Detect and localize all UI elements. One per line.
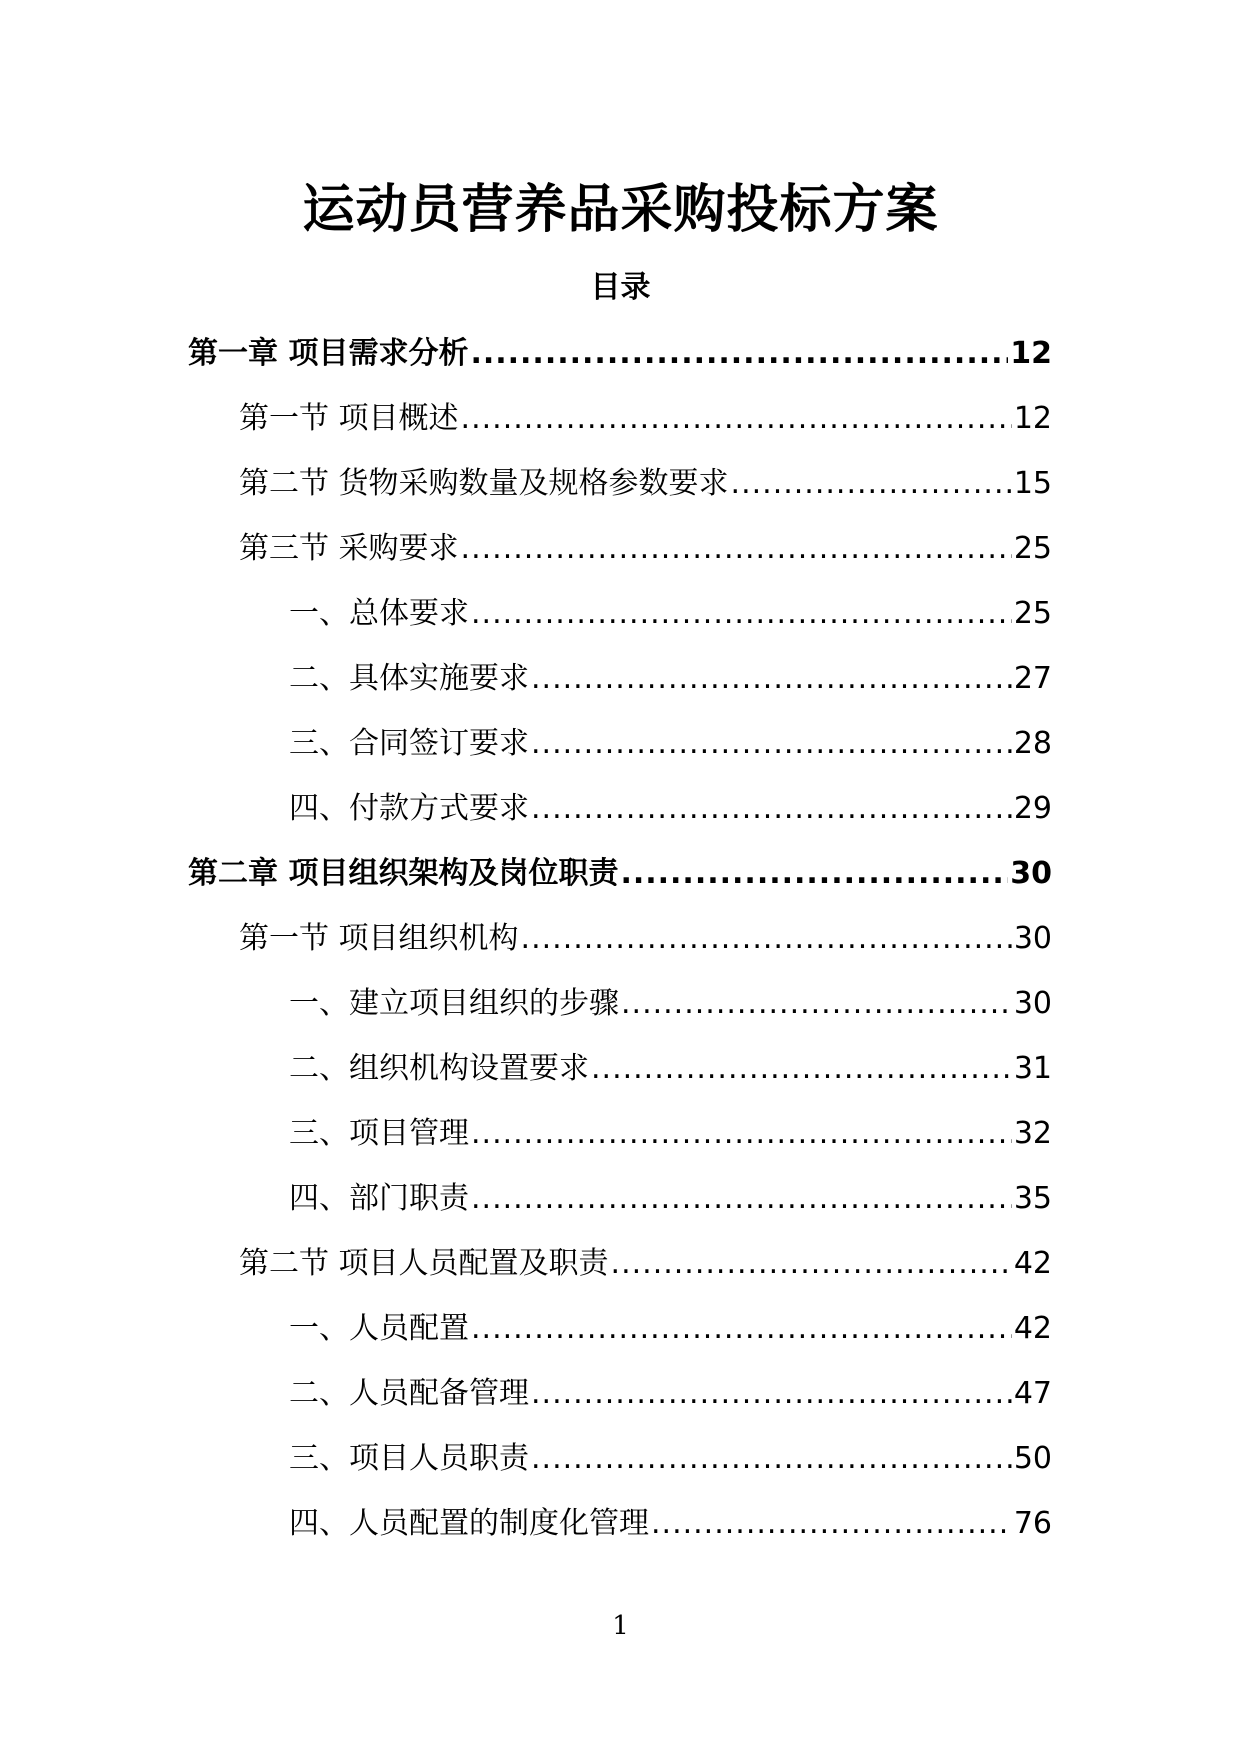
toc-entry-page: 32 — [1013, 1116, 1052, 1151]
toc-dot-leader — [531, 646, 1012, 711]
toc-entry-page: 35 — [1013, 1181, 1052, 1216]
toc-dot-leader — [591, 1036, 1012, 1101]
toc-entry-label: 一、总体要求 — [289, 596, 469, 631]
toc-dot-leader — [651, 1491, 1012, 1556]
toc-entry[interactable] — [0, 1166, 1052, 1231]
page-number: 1 — [612, 1611, 629, 1641]
toc-dot-leader — [461, 386, 1012, 451]
toc-entry-page: 12 — [1013, 401, 1052, 436]
toc-entry-label: 二、具体实施要求 — [289, 661, 529, 696]
toc-entry-page: 47 — [1013, 1376, 1052, 1411]
toc-entry[interactable] — [0, 1036, 1052, 1101]
toc-entry[interactable] — [0, 971, 1052, 1036]
toc-heading: 目录 — [590, 270, 651, 305]
toc-entry-label: 四、部门职责 — [289, 1181, 469, 1216]
toc-dot-leader — [461, 516, 1012, 581]
toc-entry[interactable] — [0, 516, 1052, 581]
document-title: 运动员营养品采购投标方案 — [302, 180, 939, 240]
toc-entry-page: 50 — [1013, 1441, 1052, 1476]
toc-entry-label: 二、组织机构设置要求 — [289, 1051, 589, 1086]
toc-entry-label: 第三节 采购要求 — [239, 531, 459, 566]
toc-entry-page: 30 — [1013, 921, 1052, 956]
toc-dot-leader — [611, 1231, 1012, 1296]
toc-entry[interactable] — [0, 1491, 1052, 1556]
toc-entry-label: 三、合同签订要求 — [289, 726, 529, 761]
toc-dot-leader — [531, 1426, 1012, 1491]
toc-entry[interactable] — [0, 1231, 1052, 1296]
toc-dot-leader — [531, 711, 1012, 776]
toc-entry-label: 二、人员配备管理 — [289, 1376, 529, 1411]
toc-entry[interactable] — [0, 1426, 1052, 1491]
toc-entry-page: 27 — [1013, 661, 1052, 696]
toc-entry-page: 31 — [1013, 1051, 1052, 1086]
table-of-contents — [0, 321, 1241, 1556]
toc-entry-page: 25 — [1013, 596, 1052, 631]
toc-entry[interactable] — [0, 1296, 1052, 1361]
toc-dot-leader — [531, 776, 1012, 841]
toc-entry[interactable] — [0, 841, 1052, 906]
toc-entry[interactable] — [0, 1101, 1052, 1166]
toc-entry[interactable] — [0, 321, 1052, 386]
toc-entry-label: 第二节 货物采购数量及规格参数要求 — [239, 466, 729, 501]
toc-entry-page: 76 — [1013, 1506, 1052, 1541]
toc-dot-leader — [731, 451, 1012, 516]
toc-entry-page: 15 — [1013, 466, 1052, 501]
toc-entry[interactable] — [0, 581, 1052, 646]
toc-dot-leader — [471, 1296, 1012, 1361]
toc-entry-label: 一、人员配置 — [289, 1311, 469, 1346]
toc-entry-page: 29 — [1013, 791, 1052, 826]
toc-entry[interactable] — [0, 1361, 1052, 1426]
toc-entry-page: 42 — [1013, 1311, 1052, 1346]
toc-dot-leader — [471, 1101, 1012, 1166]
toc-entry-label: 第二章 项目组织架构及岗位职责 — [188, 856, 619, 891]
toc-entry-page: 25 — [1013, 531, 1052, 566]
toc-entry[interactable] — [0, 711, 1052, 776]
toc-entry-label: 第一章 项目需求分析 — [188, 336, 469, 371]
toc-entry-page: 28 — [1013, 726, 1052, 761]
toc-dot-leader — [471, 1166, 1012, 1231]
toc-entry[interactable] — [0, 776, 1052, 841]
toc-entry-label: 四、付款方式要求 — [289, 791, 529, 826]
toc-entry-label: 第一节 项目组织机构 — [239, 921, 519, 956]
toc-entry-label: 第二节 项目人员配置及职责 — [239, 1246, 609, 1281]
toc-dot-leader — [620, 841, 1008, 906]
toc-entry-label: 四、人员配置的制度化管理 — [289, 1506, 649, 1541]
toc-entry[interactable] — [0, 451, 1052, 516]
toc-dot-leader — [470, 321, 1008, 386]
toc-entry-page: 12 — [1010, 336, 1052, 371]
toc-entry[interactable] — [0, 386, 1052, 451]
toc-entry-label: 一、建立项目组织的步骤 — [289, 986, 619, 1021]
toc-entry-page: 42 — [1013, 1246, 1052, 1281]
toc-entry-label: 三、项目管理 — [289, 1116, 469, 1151]
toc-entry-label: 三、项目人员职责 — [289, 1441, 529, 1476]
toc-entry-page: 30 — [1013, 986, 1052, 1021]
toc-dot-leader — [621, 971, 1012, 1036]
toc-dot-leader — [471, 581, 1012, 646]
toc-dot-leader — [531, 1361, 1012, 1426]
toc-entry[interactable] — [0, 906, 1052, 971]
toc-entry-label: 第一节 项目概述 — [239, 401, 459, 436]
toc-entry-page: 30 — [1010, 856, 1052, 891]
toc-entry[interactable] — [0, 646, 1052, 711]
toc-dot-leader — [521, 906, 1012, 971]
